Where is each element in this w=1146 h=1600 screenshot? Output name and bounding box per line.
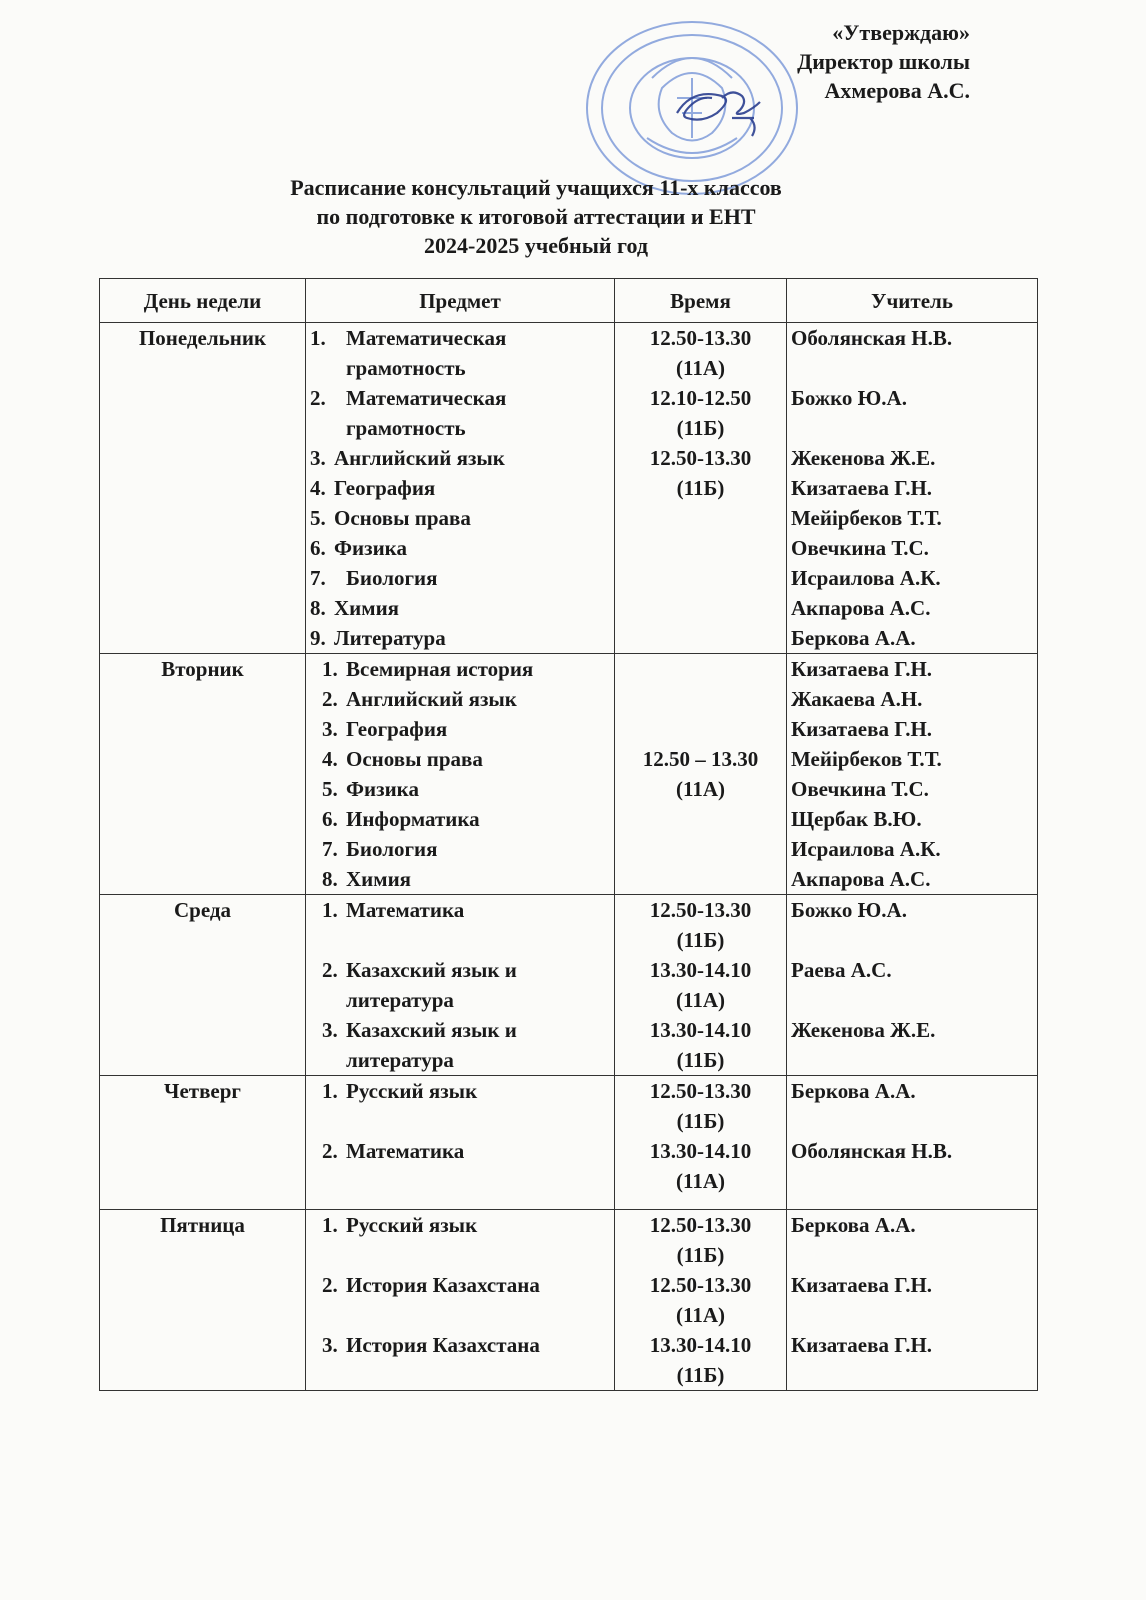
table-row-tuesday bbox=[100, 654, 1038, 895]
subject-item: 1. Всемирная история bbox=[322, 657, 534, 681]
subject-item: 3. История Казахстана bbox=[322, 1333, 540, 1357]
teacher-cell-monday bbox=[787, 323, 1038, 654]
teacher-name: Мейірбеков Т.Т. bbox=[791, 506, 942, 530]
day-cell-monday: Понедельник bbox=[100, 323, 306, 654]
teacher-cell-friday bbox=[787, 1210, 1038, 1391]
subject-item: 8. Химия bbox=[310, 596, 400, 620]
subject-item: 3. География bbox=[322, 717, 448, 741]
teacher-cell-wednesday bbox=[787, 895, 1038, 1076]
teacher-name: Кизатаева Г.Н. bbox=[791, 1273, 933, 1297]
time-slot: 13.30-14.10 (11Б) bbox=[649, 1333, 752, 1387]
table-row-friday bbox=[100, 1210, 1038, 1391]
official-seal bbox=[582, 18, 802, 198]
table-row-monday bbox=[100, 323, 1038, 654]
teacher-name: Божко Ю.А. bbox=[791, 898, 907, 922]
teacher-name: Раева А.С. bbox=[791, 958, 892, 982]
teacher-name: Исраилова А.К. bbox=[791, 837, 941, 861]
teacher-name: Оболянская Н.В. bbox=[791, 1139, 953, 1163]
teacher-name: Исраилова А.К. bbox=[791, 566, 941, 590]
subject-item: 4. Основы права bbox=[322, 747, 483, 771]
teacher-name: Мейірбеков Т.Т. bbox=[791, 747, 942, 771]
header-time: Время bbox=[615, 279, 787, 323]
subject-item: 5. Основы права bbox=[310, 506, 471, 530]
day-cell-thursday: Четверг bbox=[100, 1076, 306, 1210]
subject-item: 2. Математика bbox=[322, 1139, 465, 1163]
subject-item: 6. Информатика bbox=[322, 807, 480, 831]
teacher-name: Кизатаева Г.Н. bbox=[791, 657, 933, 681]
subject-item: 6. Физика bbox=[310, 536, 407, 560]
subject-item: 2. История Казахстана bbox=[322, 1273, 540, 1297]
subject-item: 2. Английский язык bbox=[322, 687, 517, 711]
approval-title: «Утверждаю» bbox=[832, 20, 970, 45]
time-cell-friday bbox=[615, 1210, 787, 1391]
title-line-3: 2024-2025 учебный год bbox=[424, 233, 648, 258]
time-slot: 12.50-13.30 (11Б) bbox=[649, 898, 752, 952]
time-cell-tuesday bbox=[615, 654, 787, 895]
subject-item: 3. Казахский язык и литература bbox=[322, 1018, 517, 1072]
teacher-cell-thursday bbox=[787, 1076, 1038, 1210]
teacher-name: Овечкина Т.С. bbox=[791, 777, 929, 801]
subject-item: 1. Математика bbox=[322, 898, 465, 922]
time-slot: 12.10-12.50 (11Б) bbox=[649, 386, 752, 440]
teacher-name: Жакаева А.Н. bbox=[791, 687, 923, 711]
schedule-table bbox=[99, 278, 1038, 1391]
subject-item: 3. Английский язык bbox=[310, 446, 505, 470]
subject-item: 7. Биология bbox=[310, 566, 438, 590]
subject-item: 9. Литература bbox=[310, 626, 446, 650]
subject-item: 4. География bbox=[310, 476, 436, 500]
subject-cell-friday bbox=[306, 1210, 615, 1391]
time-slot: 13.30-14.10 (11А) bbox=[649, 958, 752, 1012]
header-day: День недели bbox=[100, 279, 306, 323]
teacher-name: Беркова А.А. bbox=[791, 626, 916, 650]
title-line-1: Расписание консультаций учащихся 11-х классов bbox=[290, 175, 782, 200]
time-slot: 12.50-13.30 (11А) bbox=[649, 1273, 752, 1327]
subject-cell-monday bbox=[306, 323, 615, 654]
table-row-wednesday bbox=[100, 895, 1038, 1076]
subject-item: 7. Биология bbox=[322, 837, 438, 861]
subject-cell-wednesday bbox=[306, 895, 615, 1076]
header-subject: Предмет bbox=[306, 279, 615, 323]
time-cell-monday bbox=[615, 323, 787, 654]
teacher-name: Жекенова Ж.Е. bbox=[791, 1018, 936, 1042]
teacher-cell-tuesday bbox=[787, 654, 1038, 895]
subject-cell-thursday bbox=[306, 1076, 615, 1210]
subject-cell-tuesday bbox=[306, 654, 615, 895]
time-slot: 13.30-14.10 (11Б) bbox=[649, 1018, 752, 1072]
teacher-name: Акпарова А.С. bbox=[791, 596, 931, 620]
header-teacher: Учитель bbox=[787, 279, 1038, 323]
teacher-name: Беркова А.А. bbox=[791, 1213, 916, 1237]
time-slot: 12.50-13.30 (11Б) bbox=[649, 1079, 752, 1133]
time-range: 12.50 – 13.30 bbox=[642, 747, 759, 771]
teacher-name: Акпарова А.С. bbox=[791, 867, 931, 891]
time-cell-wednesday bbox=[615, 895, 787, 1076]
teacher-name: Жекенова Ж.Е. bbox=[791, 446, 936, 470]
teacher-name: Кизатаева Г.Н. bbox=[791, 1333, 933, 1357]
teacher-name: Беркова А.А. bbox=[791, 1079, 916, 1103]
time-cell-thursday bbox=[615, 1076, 787, 1210]
time-slot: 12.50-13.30 (11А) bbox=[649, 326, 752, 380]
table-header-row bbox=[100, 279, 1038, 323]
subject-item: 1. Математическая грамотность bbox=[310, 326, 507, 380]
day-cell-tuesday: Вторник bbox=[100, 654, 306, 895]
approval-position: Директор школы bbox=[797, 49, 970, 74]
subject-item: 2. Математическая грамотность bbox=[310, 386, 507, 440]
time-slot: 12.50-13.30 (11Б) bbox=[649, 1213, 752, 1267]
teacher-name: Оболянская Н.В. bbox=[791, 326, 953, 350]
day-cell-wednesday: Среда bbox=[100, 895, 306, 1076]
approval-name: Ахмерова А.С. bbox=[824, 78, 970, 103]
teacher-name: Божко Ю.А. bbox=[791, 386, 907, 410]
teacher-name: Кизатаева Г.Н. bbox=[791, 476, 933, 500]
teacher-name: Овечкина Т.С. bbox=[791, 536, 929, 560]
subject-item: 2. Казахский язык и литература bbox=[322, 958, 517, 1012]
subject-item: 5. Физика bbox=[322, 777, 419, 801]
time-class: (11А) bbox=[676, 777, 725, 801]
approval-block bbox=[797, 18, 970, 105]
document-title bbox=[196, 173, 876, 260]
teacher-name: Щербак В.Ю. bbox=[791, 807, 922, 831]
subject-item: 1. Русский язык bbox=[322, 1079, 478, 1103]
subject-item: 8. Химия bbox=[322, 867, 412, 891]
day-cell-friday: Пятница bbox=[100, 1210, 306, 1391]
time-slot: 13.30-14.10 (11А) bbox=[649, 1139, 752, 1193]
teacher-name: Кизатаева Г.Н. bbox=[791, 717, 933, 741]
title-line-2: по подготовке к итоговой аттестации и ЕНТ bbox=[316, 204, 756, 229]
subject-item: 1. Русский язык bbox=[322, 1213, 478, 1237]
table-row-thursday bbox=[100, 1076, 1038, 1210]
time-slot: 12.50-13.30 (11Б) bbox=[649, 446, 752, 500]
